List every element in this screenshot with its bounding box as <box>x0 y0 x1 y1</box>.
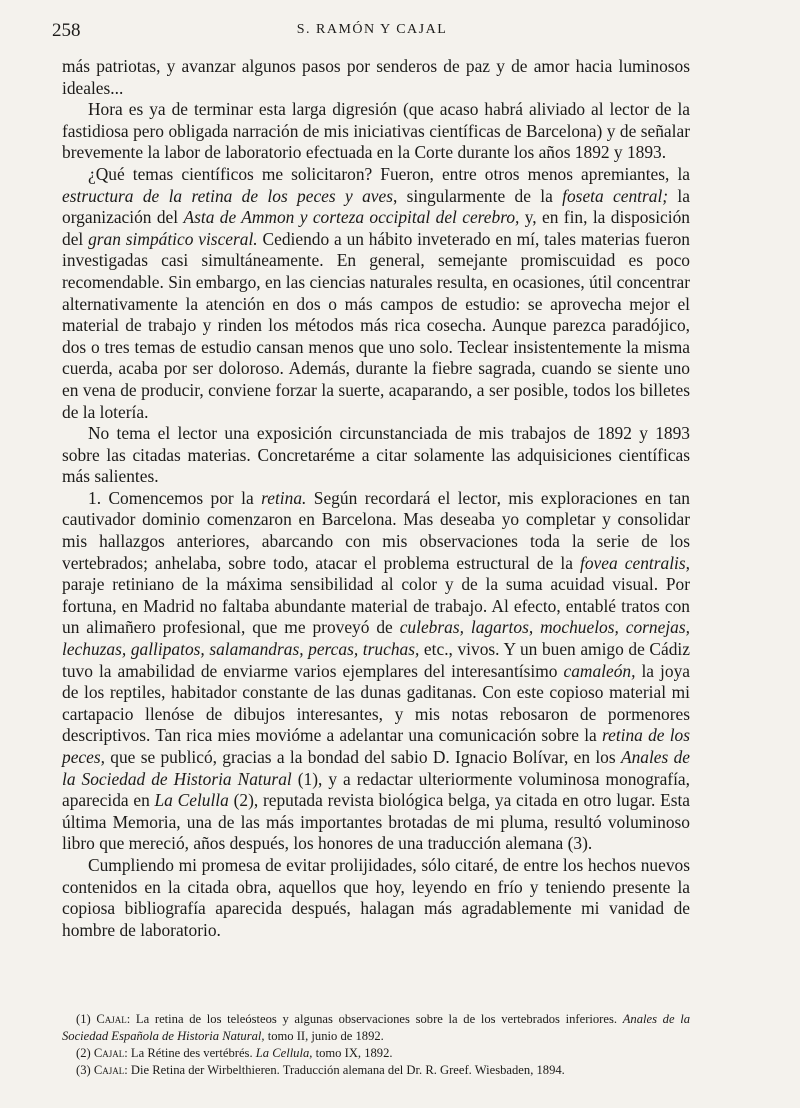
footnote-2 <box>62 1045 690 1062</box>
text-run: La Rétine des vertébrés. <box>127 1046 256 1060</box>
page-number: 258 <box>52 20 81 41</box>
paragraph-6: Cumpliendo mi promesa de evitar prolijidades, sólo citaré, de entre los hechos nuevos contenidos en la citada obra, aquellos que hoy, leyendo en frío y teniendo presente la copiosa bibliografía aparecida después, halagan más agradablemente mi vanidad de hombre de laboratorio. <box>62 854 690 940</box>
text-run: paraje retiniano de la máxima sensibilidad al color y de la suma acuidad visual. Por fortuna, en Madrid no faltaba abundante material de trabajo. Al efecto, entablé tratos con un alimañero profesional, que me proveyó de <box>62 574 690 638</box>
text-run: Cediendo a un hábito inveterado en mí, tales materias fueron investigadas casi simultáneamente. En general, semejante promiscuidad es poco recomendable. Sin embargo, en las ciencias naturales resulta, en ocasiones, útil concentrar alternativamente la atención en dos o más campos de estudio: se aprovecha mejor el material de trabajo y rinden los métodos más rica cosecha. Aunque parezca paradójico, dos o tres temas de estudio cansan menos que uno solo. Teclear insistentemente la misma cuerda, acaba por ser doloroso. Además, durante la fiebre sagrada, cuando se siente uno en vena de producir, conviene forzar la suerte, acaparando, a ser posible, todos los billetes de la lotería. <box>62 228 691 422</box>
italic-text: Asta de Ammon y corteza occipital del cerebro, <box>183 207 520 228</box>
text-run: ¿Qué temas científicos me solicitaron? Fueron, entre otros menos apremiantes, la <box>88 163 690 184</box>
page-header <box>52 18 692 44</box>
text-run: Die Retina der Wirbelthieren. Traducción alemana del Dr. R. Greef. Wiesbaden, 1894. <box>127 1063 565 1077</box>
italic-text: foseta central; <box>562 185 669 206</box>
body-text <box>62 56 690 941</box>
text-run: la joya de los reptiles, habitador constante de las dunas gaditanas. Con este copioso material mi cartapacio llenóse de dibujos interesantes, y mis notas rebosaron de pormenores descriptivos. Tan rica mies movióme a adelantar una comunicación sobre la <box>62 660 690 746</box>
italic-text: retina. <box>261 487 307 508</box>
italic-text: Anales de la Sociedad Española de Historia Natural, <box>62 1012 690 1043</box>
text-run: (2), reputada revista biológica belga, ya citada en otro lugar. Esta última Memoria, una de las más importantes brotadas de mi pluma, resultó voluminoso libro que mereció, años después, los honores de una traducción alemana (3). <box>62 790 691 854</box>
footnote-1 <box>62 1011 690 1045</box>
paragraph-4: No tema el lector una exposición circunstanciada de mis trabajos de 1892 y 1893 sobre las citadas materias. Concretaréme a citar solamente las adquisiciones científicas más salientes. <box>62 423 690 487</box>
text-run: la organización del <box>62 185 690 228</box>
text-run: (1), y a redactar ulteriormente voluminosa monografía, aparecida en <box>62 768 690 811</box>
text-run: tomo IX, 1892. <box>312 1046 393 1060</box>
text-run: (1) <box>76 1012 97 1026</box>
author-name: Cajal: <box>93 1046 128 1060</box>
italic-text: Anales de la Sociedad de Historia Natural <box>62 747 691 789</box>
running-head: S. RAMÓN Y CAJAL <box>296 22 448 37</box>
italic-text: fovea centralis, <box>580 552 690 573</box>
text-run: y, en fin, la disposición del <box>62 207 690 249</box>
author-name: Cajal: <box>96 1012 131 1026</box>
paragraph-3 <box>62 164 690 423</box>
text-run: 1. Comencemos por la <box>88 487 262 508</box>
italic-text: La Celulla <box>154 790 229 811</box>
text-run: (3) <box>76 1063 94 1077</box>
italic-text: gran simpático visceral. <box>88 228 258 249</box>
italic-text: retina de los peces, <box>62 725 690 767</box>
text-run: , singularmente de la <box>392 185 563 206</box>
italic-text: culebras, lagartos, mochuelos, cornejas, lechuzas, gallipatos, salamandras, percas, truchas, <box>62 617 690 660</box>
author-name: Cajal: <box>93 1063 128 1077</box>
text-run: Según recordará el lector, mis exploraciones en tan cautivador dominio comenzaron en Barcelona. Mas deseaba yo completar y consolidar mis hallazgos anteriores, abarcando con mis observaciones toda la serie de los vertebrados; anhelaba, sobre todo, atacar el problema estructural de la <box>62 487 690 573</box>
footnotes <box>62 1011 690 1079</box>
paragraph-5 <box>62 488 690 855</box>
text-run: tomo II, junio de 1892. <box>264 1029 384 1043</box>
italic-text: estructura de la retina de los peces y aves <box>62 185 393 206</box>
paragraph-2: Hora es ya de terminar esta larga digresión (que acaso habrá aliviado al lector de la fastidiosa pero obligada narración de mis iniciativas científicas de Barcelona) y de señalar brevemente la labor de laboratorio efectuada en la Corte durante los años 1892 y 1893. <box>62 99 690 163</box>
paragraph-1: más patriotas, y avanzar algunos pasos por senderos de paz y de amor hacia luminosos ideales... <box>62 56 690 98</box>
italic-text: La Cellula, <box>255 1046 313 1060</box>
text-run: (2) <box>76 1046 94 1060</box>
italic-text: camaleón, <box>563 660 636 681</box>
text-run: etc., vivos. Y un buen amigo de Cádiz tuvo la amabilidad de enviarme varios ejemplares del interesantísimo <box>62 639 690 681</box>
footnote-3 <box>62 1062 690 1079</box>
text-run: que se publicó, gracias a la bondad del sabio D. Ignacio Bolívar, en los <box>104 747 621 767</box>
text-run: La retina de los teleósteos y algunas observaciones sobre la de los vertebrados inferiores. <box>130 1012 623 1026</box>
